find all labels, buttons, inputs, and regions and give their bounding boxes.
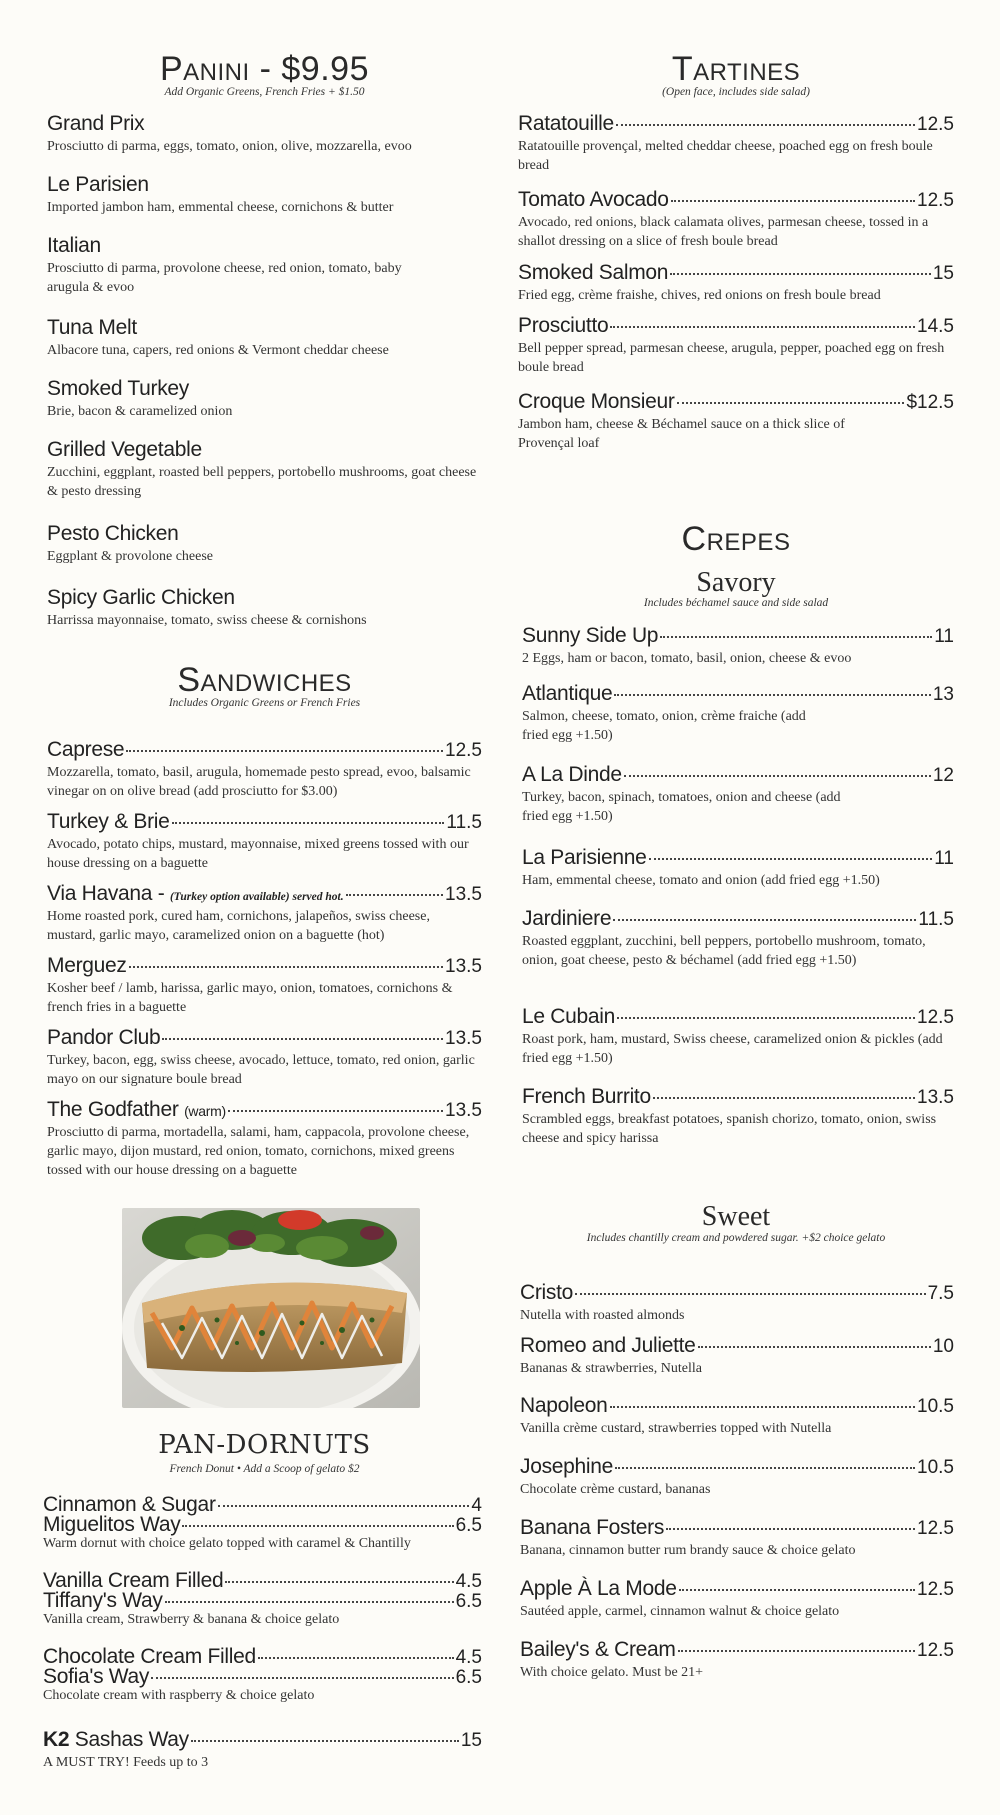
item-name: Tiffany's Way bbox=[43, 1589, 163, 1612]
item-description: Nutella with roasted almonds bbox=[520, 1308, 685, 1323]
menu-item bbox=[520, 1577, 954, 1621]
item-name: Spicy Garlic Chicken bbox=[47, 586, 235, 609]
menu-item bbox=[522, 624, 954, 668]
menu-item bbox=[522, 763, 954, 826]
dot-leader bbox=[218, 1505, 470, 1507]
menu-item bbox=[47, 438, 482, 501]
dot-leader bbox=[225, 1581, 453, 1583]
item-tag: (warm) bbox=[184, 1103, 226, 1119]
item-description: Chocolate cream with raspberry & choice gelato bbox=[43, 1688, 315, 1703]
item-price: 12.5 bbox=[917, 1640, 954, 1661]
dot-leader bbox=[624, 775, 931, 777]
menu-item bbox=[47, 1026, 482, 1089]
item-price: 12 bbox=[932, 765, 954, 786]
sandwiches-title: Sandwiches bbox=[177, 661, 352, 699]
item-description: With choice gelato. Must be 21+ bbox=[520, 1665, 704, 1680]
item-name: French Burrito bbox=[522, 1085, 651, 1108]
dot-leader bbox=[649, 858, 933, 860]
menu-item bbox=[43, 1645, 482, 1705]
tartines-note: (Open face, includes side salad) bbox=[662, 86, 810, 98]
item-description: A MUST TRY! Feeds up to 3 bbox=[43, 1755, 209, 1770]
item-name: Sofia's Way bbox=[43, 1665, 150, 1688]
item-name: Sunny Side Up bbox=[522, 624, 659, 647]
crepe-plate-photo-icon bbox=[122, 1208, 420, 1408]
item-name-bold: K2 bbox=[43, 1728, 70, 1751]
dot-leader bbox=[666, 1528, 915, 1530]
dot-leader bbox=[653, 1097, 915, 1099]
item-name: Cinnamon & Sugar bbox=[43, 1493, 216, 1516]
menu-item bbox=[47, 234, 482, 297]
item-name: La Parisienne bbox=[522, 846, 647, 869]
item-description: Zucchini, eggplant, roasted bell peppers, portobello mushrooms, goat cheese & pesto dressing bbox=[47, 465, 477, 499]
item-name bbox=[47, 882, 344, 906]
menu-item bbox=[47, 954, 482, 1017]
item-price: 15 bbox=[460, 1730, 482, 1751]
menu-item bbox=[47, 173, 482, 217]
item-price: 15 bbox=[932, 263, 954, 284]
item-price: 4.5 bbox=[455, 1571, 482, 1592]
item-description: Turkey, bacon, egg, swiss cheese, avocado, lettuce, tomato, red onion, garlic mayo on our signature boule bread bbox=[47, 1053, 475, 1087]
item-name: Josephine bbox=[520, 1455, 614, 1478]
item-description: Sautéed apple, carmel, cinnamon walnut & choice gelato bbox=[520, 1604, 840, 1619]
item-name: Croque Monsieur bbox=[518, 390, 675, 413]
item-description: Avocado, red onions, black calamata olives, parmesan cheese, tossed in a shallot dressing on a slice of fresh boule bread bbox=[518, 215, 929, 249]
menu-item bbox=[43, 1493, 482, 1553]
item-price: 13 bbox=[932, 684, 954, 705]
item-name: Chocolate Cream Filled bbox=[43, 1645, 256, 1668]
dot-leader bbox=[575, 1293, 926, 1295]
item-price: 12.5 bbox=[917, 190, 954, 211]
item-description: Roast pork, ham, mustard, Swiss cheese, caramelized onion & pickles (add fried egg +1.50) bbox=[522, 1032, 943, 1066]
menu-item bbox=[520, 1455, 954, 1499]
item-price: 6.5 bbox=[455, 1515, 482, 1536]
item-price: 11 bbox=[934, 848, 954, 869]
item-price: $12.5 bbox=[906, 392, 954, 413]
menu-item bbox=[43, 1728, 482, 1772]
item-price: 10.5 bbox=[917, 1396, 954, 1417]
panini-note: Add Organic Greens, French Fries + $1.50 bbox=[164, 86, 365, 98]
item-name bbox=[43, 1728, 189, 1752]
item-name: Atlantique bbox=[522, 682, 613, 705]
item-description: Brie, bacon & caramelized onion bbox=[47, 404, 233, 419]
item-name: Italian bbox=[47, 234, 101, 257]
item-price: 12.5 bbox=[917, 1579, 954, 1600]
item-name: Jardiniere bbox=[522, 907, 612, 930]
item-name-text: Sashas Way bbox=[69, 1728, 189, 1751]
menu-item bbox=[522, 907, 954, 970]
item-name: Grand Prix bbox=[47, 112, 145, 135]
dot-leader bbox=[616, 124, 915, 126]
item-name bbox=[47, 1098, 226, 1122]
item-description: Albacore tuna, capers, red onions & Vermont cheddar cheese bbox=[47, 343, 389, 358]
dot-leader bbox=[670, 273, 931, 275]
item-description: Kosher beef / lamb, harissa, garlic mayo, onion, tomatoes, cornichons & french fries in a baguette bbox=[47, 981, 453, 1015]
item-description: Fried egg, crème fraishe, chives, red onions on fresh boule bread bbox=[518, 288, 881, 303]
item-price: 4.5 bbox=[455, 1647, 482, 1668]
item-name: Cristo bbox=[520, 1281, 574, 1304]
dot-leader bbox=[615, 1467, 915, 1469]
dot-leader bbox=[151, 1677, 453, 1679]
menu-item bbox=[520, 1638, 954, 1682]
savory-title: Savory bbox=[696, 567, 776, 598]
dot-leader bbox=[129, 966, 443, 968]
item-price: 12.5 bbox=[917, 1007, 954, 1028]
menu-item bbox=[520, 1281, 954, 1325]
item-description: Prosciutto di parma, provolone cheese, red onion, tomato, baby arugula & evoo bbox=[47, 261, 402, 295]
menu-item bbox=[520, 1394, 954, 1438]
item-price: 12.5 bbox=[917, 1518, 954, 1539]
pandornuts-title: PAN-DORNUTS bbox=[158, 1430, 371, 1460]
item-name: Tomato Avocado bbox=[518, 188, 669, 211]
dot-leader bbox=[258, 1657, 454, 1659]
item-price: 4 bbox=[471, 1495, 482, 1516]
dot-leader bbox=[671, 200, 915, 202]
item-name: Vanilla Cream Filled bbox=[43, 1569, 224, 1592]
item-name-text: The Godfather bbox=[47, 1098, 179, 1121]
menu-item bbox=[43, 1569, 482, 1629]
item-description: Ratatouille provençal, melted cheddar cheese, poached egg on fresh boule bread bbox=[518, 139, 933, 173]
item-name: Napoleon bbox=[520, 1394, 608, 1417]
dot-leader bbox=[610, 1406, 916, 1408]
menu-item bbox=[47, 316, 482, 360]
item-description: Harrissa mayonnaise, tomato, swiss cheese & cornishons bbox=[47, 613, 367, 628]
item-description: Prosciutto di parma, mortadella, salami, ham, cappacola, provolone cheese, garlic mayo, dijon mustard, red onion, tomato, cornichons, mixed greens tossed with our house dressing on a baguette bbox=[47, 1125, 470, 1178]
item-description: Roasted eggplant, zucchini, bell peppers, portobello mushroom, tomato, onion, goat cheese, pesto & béchamel (add fried egg +1.50) bbox=[522, 934, 926, 968]
dot-leader bbox=[126, 750, 443, 752]
item-name: Merguez bbox=[47, 954, 127, 977]
item-description: Warm dornut with choice gelato topped with caramel & Chantilly bbox=[43, 1536, 411, 1551]
item-price: 11.5 bbox=[446, 812, 482, 833]
item-price: 7.5 bbox=[927, 1283, 954, 1304]
item-description: Ham, emmental cheese, tomato and onion (add fried egg +1.50) bbox=[522, 873, 880, 888]
item-name-text: Via Havana - bbox=[47, 882, 170, 905]
item-price: 6.5 bbox=[455, 1591, 482, 1612]
item-description: Imported jambon ham, emmental cheese, cornichons & butter bbox=[47, 200, 394, 215]
item-price: 10 bbox=[932, 1336, 954, 1357]
item-name: A La Dinde bbox=[522, 763, 622, 786]
menu-item bbox=[47, 1098, 482, 1180]
dot-leader bbox=[613, 919, 916, 921]
item-name: Banana Fosters bbox=[520, 1516, 665, 1539]
item-price: 13.5 bbox=[445, 1100, 482, 1121]
dot-leader bbox=[617, 1017, 915, 1019]
item-name: Caprese bbox=[47, 738, 125, 761]
item-name: Le Cubain bbox=[522, 1005, 616, 1028]
item-name: Pandor Club bbox=[47, 1026, 161, 1049]
crepe-plate-photo bbox=[122, 1208, 420, 1408]
dot-leader bbox=[162, 1038, 443, 1040]
sweet-note: Includes chantilly cream and powdered sugar. +$2 choice gelato bbox=[586, 1232, 886, 1244]
item-description: Prosciutto di parma, eggs, tomato, onion, olive, mozzarella, evoo bbox=[47, 139, 412, 154]
item-name: Apple À La Mode bbox=[520, 1577, 677, 1600]
item-name: Miguelitos Way bbox=[43, 1513, 181, 1536]
dot-leader bbox=[660, 636, 932, 638]
item-description: Avocado, potato chips, mustard, mayonnaise, mixed greens tossed with our house dressing on a baguette bbox=[47, 837, 469, 871]
item-name-note: (Turkey option available) served hot. bbox=[169, 891, 344, 903]
item-description: Scrambled eggs, breakfast potatoes, spanish chorizo, tomato, onion, swiss cheese and spicy harissa bbox=[522, 1112, 937, 1146]
menu-item bbox=[522, 1085, 954, 1148]
item-description: Salmon, cheese, tomato, onion, crème fraiche (add fried egg +1.50) bbox=[522, 709, 806, 743]
item-description: Chocolate crème custard, bananas bbox=[520, 1482, 711, 1497]
item-price: 11.5 bbox=[918, 909, 954, 930]
menu-item bbox=[47, 586, 482, 630]
item-description: Mozzarella, tomato, basil, arugula, homemade pesto spread, evoo, balsamic vinegar on on olive bread (add prosciutto for $3.00) bbox=[47, 765, 471, 799]
item-price: 12.5 bbox=[445, 740, 482, 761]
dot-leader bbox=[679, 1589, 915, 1591]
menu-item bbox=[520, 1516, 954, 1560]
item-name: Smoked Turkey bbox=[47, 377, 189, 400]
item-price: 14.5 bbox=[917, 316, 954, 337]
menu-item bbox=[518, 390, 954, 453]
item-price: 6.5 bbox=[455, 1667, 482, 1688]
menu-item bbox=[518, 314, 954, 377]
dot-leader bbox=[191, 1740, 459, 1742]
item-name: Le Parisien bbox=[47, 173, 149, 196]
dot-leader bbox=[172, 822, 445, 824]
menu-item bbox=[47, 738, 482, 801]
dot-leader bbox=[165, 1601, 454, 1603]
item-name: Prosciutto bbox=[518, 314, 609, 337]
item-name: Grilled Vegetable bbox=[47, 438, 202, 461]
item-name: Tuna Melt bbox=[47, 316, 137, 339]
savory-note: Includes béchamel sauce and side salad bbox=[643, 597, 829, 609]
menu-item bbox=[520, 1334, 954, 1378]
item-price: 12.5 bbox=[917, 114, 954, 135]
menu-item bbox=[518, 188, 954, 251]
dot-leader bbox=[182, 1525, 453, 1527]
dot-leader bbox=[678, 1650, 915, 1652]
item-price: 10.5 bbox=[917, 1457, 954, 1478]
menu-item bbox=[47, 522, 482, 566]
item-description: Bell pepper spread, parmesan cheese, arugula, pepper, poached egg on fresh boule bread bbox=[518, 341, 945, 375]
item-description: 2 Eggs, ham or bacon, tomato, basil, onion, cheese & evoo bbox=[522, 651, 852, 666]
panini-title: Panini - $9.95 bbox=[160, 50, 369, 88]
item-price: 13.5 bbox=[445, 884, 482, 905]
dot-leader bbox=[610, 326, 915, 328]
dot-leader bbox=[698, 1346, 931, 1348]
item-description: Jambon ham, cheese & Béchamel sauce on a thick slice of Provençal loaf bbox=[518, 417, 845, 451]
menu-item bbox=[522, 682, 954, 745]
item-name: Ratatouille bbox=[518, 112, 614, 135]
menu-item bbox=[47, 810, 482, 873]
item-description: Vanilla crème custard, strawberries topped with Nutella bbox=[520, 1421, 832, 1436]
menu-item bbox=[47, 112, 482, 156]
item-description: Eggplant & provolone cheese bbox=[47, 549, 214, 564]
item-description: Home roasted pork, cured ham, cornichons, jalapeños, swiss cheese, mustard, garlic mayo, caramelized onion on a baguette (hot) bbox=[47, 909, 430, 943]
menu-item bbox=[47, 882, 482, 945]
item-description: Bananas & strawberries, Nutella bbox=[520, 1361, 702, 1376]
dot-leader bbox=[677, 402, 905, 404]
item-name: Bailey's & Cream bbox=[520, 1638, 676, 1661]
item-name: Smoked Salmon bbox=[518, 261, 669, 284]
item-name: Romeo and Juliette bbox=[520, 1334, 696, 1357]
dot-leader bbox=[614, 694, 930, 696]
item-price: 13.5 bbox=[917, 1087, 954, 1108]
item-price: 11 bbox=[934, 626, 954, 647]
item-description: Vanilla cream, Strawberry & banana & choice gelato bbox=[43, 1612, 340, 1627]
dot-leader bbox=[346, 894, 443, 896]
dot-leader bbox=[228, 1110, 443, 1112]
menu-item bbox=[518, 261, 954, 305]
menu-item bbox=[47, 377, 482, 421]
item-description: Turkey, bacon, spinach, tomatoes, onion and cheese (add fried egg +1.50) bbox=[522, 790, 841, 824]
sweet-title: Sweet bbox=[701, 1201, 771, 1232]
menu-item bbox=[522, 846, 954, 890]
menu-item bbox=[518, 112, 954, 175]
item-name: Turkey & Brie bbox=[47, 810, 170, 833]
item-description: Banana, cinnamon butter rum brandy sauce & choice gelato bbox=[520, 1543, 856, 1558]
menu-item bbox=[522, 1005, 954, 1068]
sandwiches-note: Includes Organic Greens or French Fries bbox=[168, 697, 361, 709]
item-name: Pesto Chicken bbox=[47, 522, 179, 545]
pandornuts-note: French Donut • Add a Scoop of gelato $2 bbox=[169, 1463, 360, 1475]
item-price: 13.5 bbox=[445, 1028, 482, 1049]
crepes-title: Crepes bbox=[681, 520, 791, 558]
tartines-title: Tartines bbox=[671, 50, 801, 88]
item-price: 13.5 bbox=[445, 956, 482, 977]
